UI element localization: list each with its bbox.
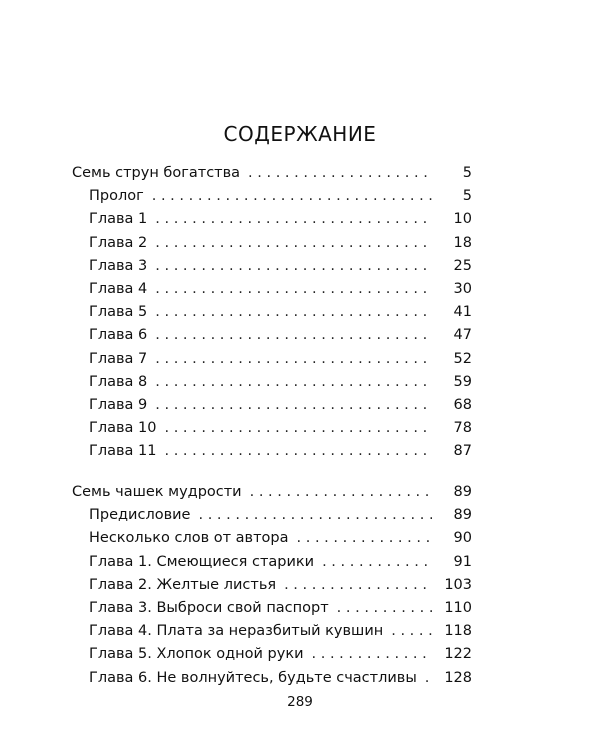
toc-page: 47 (453, 327, 472, 344)
toc-page: 103 (444, 576, 472, 593)
toc-dots (155, 324, 432, 347)
toc-page: 87 (453, 443, 472, 460)
toc-dots (312, 643, 432, 666)
toc-dots (155, 371, 432, 394)
toc-entry (72, 185, 472, 208)
toc-entry (72, 417, 472, 440)
toc-entry (72, 371, 472, 394)
page-title: СОДЕРЖАНИЕ (223, 122, 377, 146)
toc-label: Глава 5 (89, 304, 148, 321)
toc-page: 5 (462, 188, 472, 205)
toc-page: 59 (453, 373, 472, 390)
toc-dots (155, 208, 432, 231)
toc-label: Глава 10 (89, 420, 157, 437)
toc-page: 122 (444, 646, 472, 663)
toc-page: 18 (453, 234, 472, 251)
toc-dots (165, 417, 433, 440)
toc-section-1 (72, 162, 472, 463)
toc-label: Глава 2 (89, 234, 148, 251)
toc-label: Глава 6. Не волнуйтесь, будьте счастливы (89, 669, 417, 686)
toc-dots (155, 394, 432, 417)
toc-label: Глава 4. Плата за неразбитый кувшин (89, 623, 384, 640)
toc-entry (72, 597, 472, 620)
toc-entry (72, 232, 472, 255)
toc-page: 52 (453, 350, 472, 367)
toc-dots (198, 504, 432, 527)
toc-page: 30 (453, 280, 472, 297)
toc-label: Глава 4 (89, 280, 148, 297)
toc-label: Глава 5. Хлопок одной руки (89, 646, 304, 663)
toc-entry (72, 667, 472, 690)
toc-label: Глава 9 (89, 396, 148, 413)
toc-label: Предисловие (89, 507, 191, 524)
toc-page: 68 (453, 396, 472, 413)
toc-entry (72, 208, 472, 231)
toc-dots (155, 255, 432, 278)
toc-label: Глава 1. Смеющиеся старики (89, 553, 315, 570)
toc-entry (72, 394, 472, 417)
toc-dots (155, 301, 432, 324)
toc-label: Глава 8 (89, 373, 148, 390)
toc-label: Глава 1 (89, 211, 148, 228)
toc-section-heading (72, 481, 472, 504)
toc-page: 89 (453, 484, 472, 500)
toc-page: 5 (462, 165, 472, 181)
toc-page: 25 (453, 257, 472, 274)
toc-label: Несколько слов от автора (89, 530, 289, 547)
toc-page: 10 (453, 211, 472, 228)
page-number: 289 (287, 694, 313, 710)
toc-page: 110 (444, 599, 472, 616)
toc-dots (391, 620, 432, 643)
toc-label: Глава 2. Желтые листья (89, 576, 277, 593)
toc-entry (72, 255, 472, 278)
toc-entry (72, 324, 472, 347)
toc-entry (72, 278, 472, 301)
toc-page: 118 (444, 623, 472, 640)
toc-dots (152, 185, 432, 208)
toc-entry (72, 301, 472, 324)
toc-entry (72, 504, 472, 527)
toc-dots (155, 348, 432, 371)
toc-entry (72, 643, 472, 666)
toc-label: Семь струн богатства (72, 165, 241, 181)
toc-page: 41 (453, 304, 472, 321)
toc-label: Глава 11 (89, 443, 157, 460)
toc-section-2 (72, 481, 472, 690)
toc-dots (337, 597, 432, 620)
toc-label: Глава 7 (89, 350, 148, 367)
toc-entry (72, 440, 472, 463)
toc-entry (72, 620, 472, 643)
toc-page: 78 (453, 420, 472, 437)
toc-page: 89 (453, 507, 472, 524)
toc-entry (72, 348, 472, 371)
toc-label: Глава 3 (89, 257, 148, 274)
toc-label: Глава 6 (89, 327, 148, 344)
toc-dots (155, 232, 432, 255)
toc-page: 91 (453, 553, 472, 570)
toc-dots (425, 667, 432, 690)
toc-dots (165, 440, 433, 463)
toc-page: 128 (444, 669, 472, 686)
toc-label: Пролог (89, 188, 144, 205)
toc-entry (72, 527, 472, 550)
toc-label: Глава 3. Выброси свой паспорт (89, 599, 329, 616)
toc-page: 90 (453, 530, 472, 547)
toc-entry (72, 551, 472, 574)
toc-entry (72, 574, 472, 597)
toc-dots (297, 527, 432, 550)
toc-dots (248, 162, 432, 185)
toc-dots (284, 574, 432, 597)
toc-label: Семь чашек мудрости (72, 484, 242, 500)
toc-dots (155, 278, 432, 301)
toc-section-heading (72, 162, 472, 185)
toc-dots (322, 551, 432, 574)
toc-dots (250, 481, 432, 504)
